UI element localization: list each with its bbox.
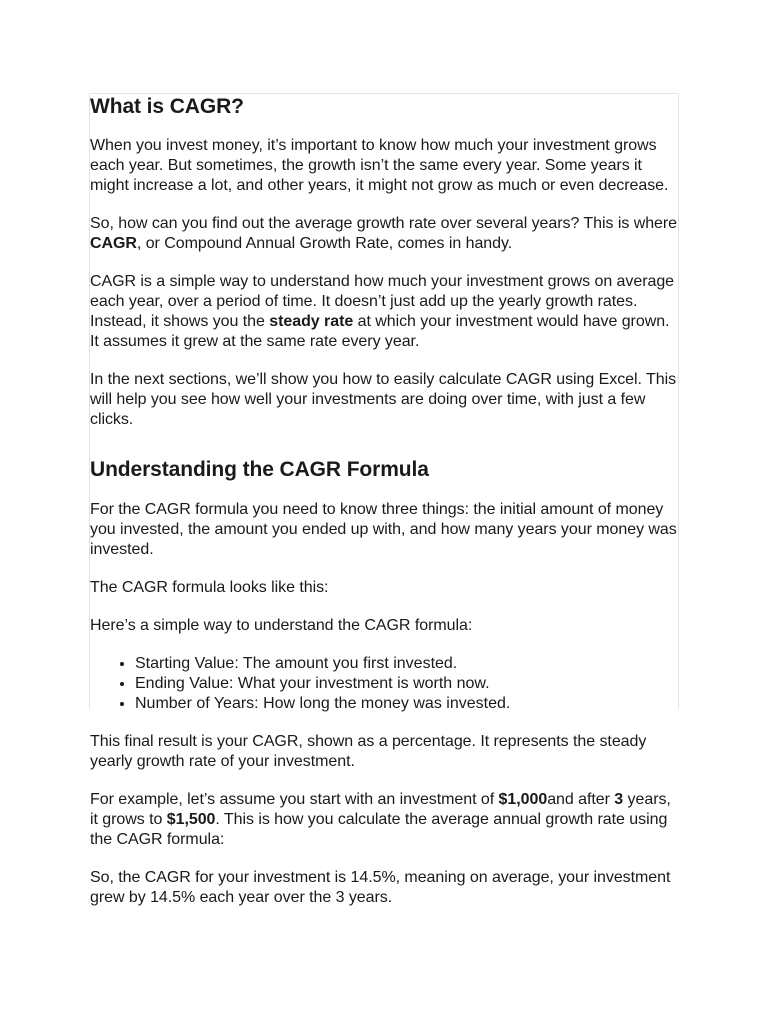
text-span: at which your investment would have grown. It assumes it grew at the same rate every year. (90, 313, 670, 350)
paragraph-formula-looks: The CAGR formula looks like this: (90, 579, 329, 596)
text-span: For example, let’s assume you start with an investment of (90, 791, 499, 808)
text-span: years, it grows to (90, 791, 671, 828)
paragraph-formula-needs: For the CAGR formula you need to know three things: the initial amount of money you invested, the amount you ended up with, and how many years your money was invested. (90, 501, 677, 558)
article-content (90, 94, 680, 926)
text-span: , or Compound Annual Growth Rate, comes in handy. (136, 235, 513, 252)
text-span: So, how can you find out the average growth rate over several years? This is where (90, 215, 678, 232)
bold-steady-rate: steady rate (269, 313, 354, 330)
paragraph-intro: When you invest money, it’s important to know how much your investment grows each year. But sometimes, the growth isn’t the same every year. Some years it might increase a lot, and other years, it might not grow as much or even decrease. (90, 137, 669, 194)
paragraph-cagr-definition (90, 214, 680, 254)
paragraph-next-sections: In the next sections, we’ll show you how to easily calculate CAGR using Excel. This will help you see how well your investments are doing over time, with just a few clicks. (90, 371, 677, 428)
formula-terms-list (90, 654, 680, 714)
bold-amount-start: $1,000 (498, 791, 548, 808)
bold-amount-end: $1,500 (166, 811, 216, 828)
paragraph-cagr-explanation (90, 272, 680, 352)
heading-understanding-formula: Understanding the CAGR Formula (90, 458, 429, 481)
paragraph-simple-way: Here’s a simple way to understand the CAGR formula: (90, 617, 473, 634)
list-item: • Ending Value: What your investment is worth now. (135, 674, 680, 694)
bold-years: 3 (614, 791, 624, 808)
text-span: . This is how you calculate the average annual growth rate using the CAGR formula: (90, 811, 668, 848)
text-span: and after (547, 791, 615, 808)
paragraph-conclusion: So, the CAGR for your investment is 14.5%, meaning on average, your investment grew by 14.5% each year over the 3 years. (90, 869, 671, 906)
text-span: CAGR is a simple way to understand how much your investment grows on average each year, over a period of time. It doesn’t just add up the yearly growth rates. Instead, it shows you the (90, 273, 675, 330)
paragraph-example (90, 790, 680, 850)
list-item: • Number of Years: How long the money was invested. (135, 694, 680, 714)
bold-cagr: CAGR (90, 235, 137, 252)
list-item: • Starting Value: The amount you first invested. (135, 654, 680, 674)
heading-what-is-cagr: What is CAGR? (90, 95, 244, 118)
paragraph-final-result: This final result is your CAGR, shown as a percentage. It represents the steady yearly growth rate of your investment. (90, 733, 647, 770)
